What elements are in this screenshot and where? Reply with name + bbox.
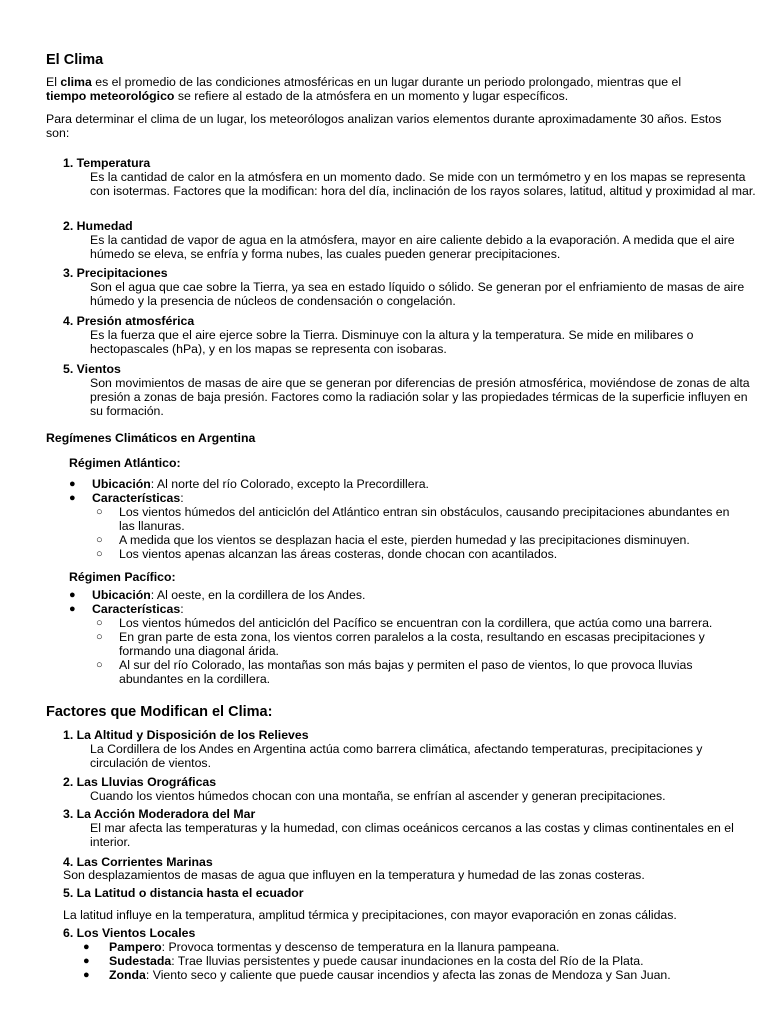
atlantic-item: ○ Los vientos apenas alcanzan las áreas costeras, donde chocan con acantilados. xyxy=(96,547,558,561)
pacific-heading: Régimen Pacífico: xyxy=(69,570,176,584)
pacific-caracteristicas: ● Características: xyxy=(69,602,184,616)
factor-latitud: 5. La Latitud o distancia hasta el ecuador xyxy=(63,886,304,900)
pacific-item: ○ Al sur del río Colorado, las montañas son más bajas y permiten el paso de vientos, lo que provoca lluvias abundantes en la cordillera. xyxy=(96,658,693,686)
factor-vientos-locales: 6. Los Vientos Locales xyxy=(63,926,196,940)
list-item-vientos: 5. Vientos Son movimientos de masas de aire que se generan por diferencias de presión atmosférica, moviéndose de zonas de alta presión a zonas de baja presión. Factores como la radiación solar y las propiedades térmicas de la superficie influyen en su formación. xyxy=(63,362,750,418)
intro-paragraph-1: El clima es el promedio de las condiciones atmosféricas en un lugar durante un periodo prolongado, mientras que el tiempo meteorológico se refiere al estado de la atmósfera en un momento y lugar específicos. xyxy=(46,75,682,103)
factor-lluvias: 2. Las Lluvias Orográficas Cuando los vientos húmedos chocan con una montaña, se enfrían al ascender y generan precipitaciones. xyxy=(63,775,666,803)
factor-mar: 3. La Acción Moderadora del Mar El mar afecta las temperaturas y la humedad, con climas oceánicos cercanos a las costas y climas continentales en el interior. xyxy=(63,807,734,849)
atlantic-heading: Régimen Atlántico: xyxy=(69,456,181,470)
pacific-item: ○ Los vientos húmedos del anticiclón del Pacífico se encuentran con la cordillera, que actúa como una barrera. xyxy=(96,616,713,630)
pacific-item: ○ En gran parte de esta zona, los vientos corren paralelos a la costa, resultando en escasas precipitaciones y formando una diagonal árida. xyxy=(96,630,705,658)
atlantic-ubicacion: ● Ubicación: Al norte del río Colorado, excepto la Precordillera. xyxy=(69,477,429,491)
factor-altitud: 1. La Altitud y Disposición de los Relieves La Cordillera de los Andes en Argentina actúa como barrera climática, afectando temperaturas, precipitaciones y circulación de vientos. xyxy=(63,728,703,770)
list-item-precipitaciones: 3. Precipitaciones Son el agua que cae sobre la Tierra, ya sea en estado líquido o sólido. Se generan por el enfriamiento de masas de aire húmedo y la presencia de núcleos de condensación o congelación. xyxy=(63,266,745,308)
factors-heading: Factores que Modifican el Clima: xyxy=(46,704,273,720)
atlantic-item: ○ A medida que los vientos se desplazan hacia el este, pierden humedad y las precipitaciones disminuyen. xyxy=(96,533,690,547)
factor-corrientes: 4. Las Corrientes Marinas xyxy=(63,855,213,869)
wind-item: ● Sudestada: Trae lluvias persistentes y puede causar inundaciones en la costa del Río de la Plata. xyxy=(83,954,644,968)
pacific-ubicacion: ● Ubicación: Al oeste, en la cordillera de los Andes. xyxy=(69,588,366,602)
factor-corrientes-text: Son desplazamientos de masas de agua que influyen en la temperatura y humedad de las zonas costeras. xyxy=(63,868,645,882)
atlantic-caracteristicas: ● Características: xyxy=(69,491,184,505)
list-item-humedad: 2. Humedad Es la cantidad de vapor de agua en la atmósfera, mayor en aire caliente debido a la evaporación. A medida que el aire húmedo se eleva, se enfría y forma nubes, las cuales pueden generar precipitaciones. xyxy=(63,219,735,261)
factor-latitud-text: La latitud influye en la temperatura, amplitud térmica y precipitaciones, con mayor evaporación en zonas cálidas. xyxy=(63,908,677,922)
page-title: El Clima xyxy=(46,52,104,68)
atlantic-item: ○ Los vientos húmedos del anticiclón del Atlántico entran sin obstáculos, causando precipitaciones abundantes en las llanuras. xyxy=(96,505,730,533)
wind-item: ● Zonda: Viento seco y caliente que puede causar incendios y afecta las zonas de Mendoza y San Juan. xyxy=(83,968,671,982)
regimes-heading: Regímenes Climáticos en Argentina xyxy=(46,431,256,445)
list-item-presion: 4. Presión atmosférica Es la fuerza que el aire ejerce sobre la Tierra. Disminuye con la altura y la temperatura. Se mide en milibares o hectopascales (hPa), y en los mapas se representa con isobaras. xyxy=(63,314,694,356)
wind-item: ● Pampero: Provoca tormentas y descenso de temperatura en la llanura pampeana. xyxy=(83,940,560,954)
list-item-temperatura: 1. Temperatura Es la cantidad de calor en la atmósfera en un momento dado. Se mide con un termómetro y en los mapas se representa con isotermas. Factores que la modifican: hora del día, inclinación de los rayos solares, latitud, altitud y proximidad al mar. xyxy=(63,156,756,198)
intro-paragraph-2: Para determinar el clima de un lugar, los meteorólogos analizan varios elementos durante aproximadamente 30 años. Estos son: xyxy=(46,112,722,140)
